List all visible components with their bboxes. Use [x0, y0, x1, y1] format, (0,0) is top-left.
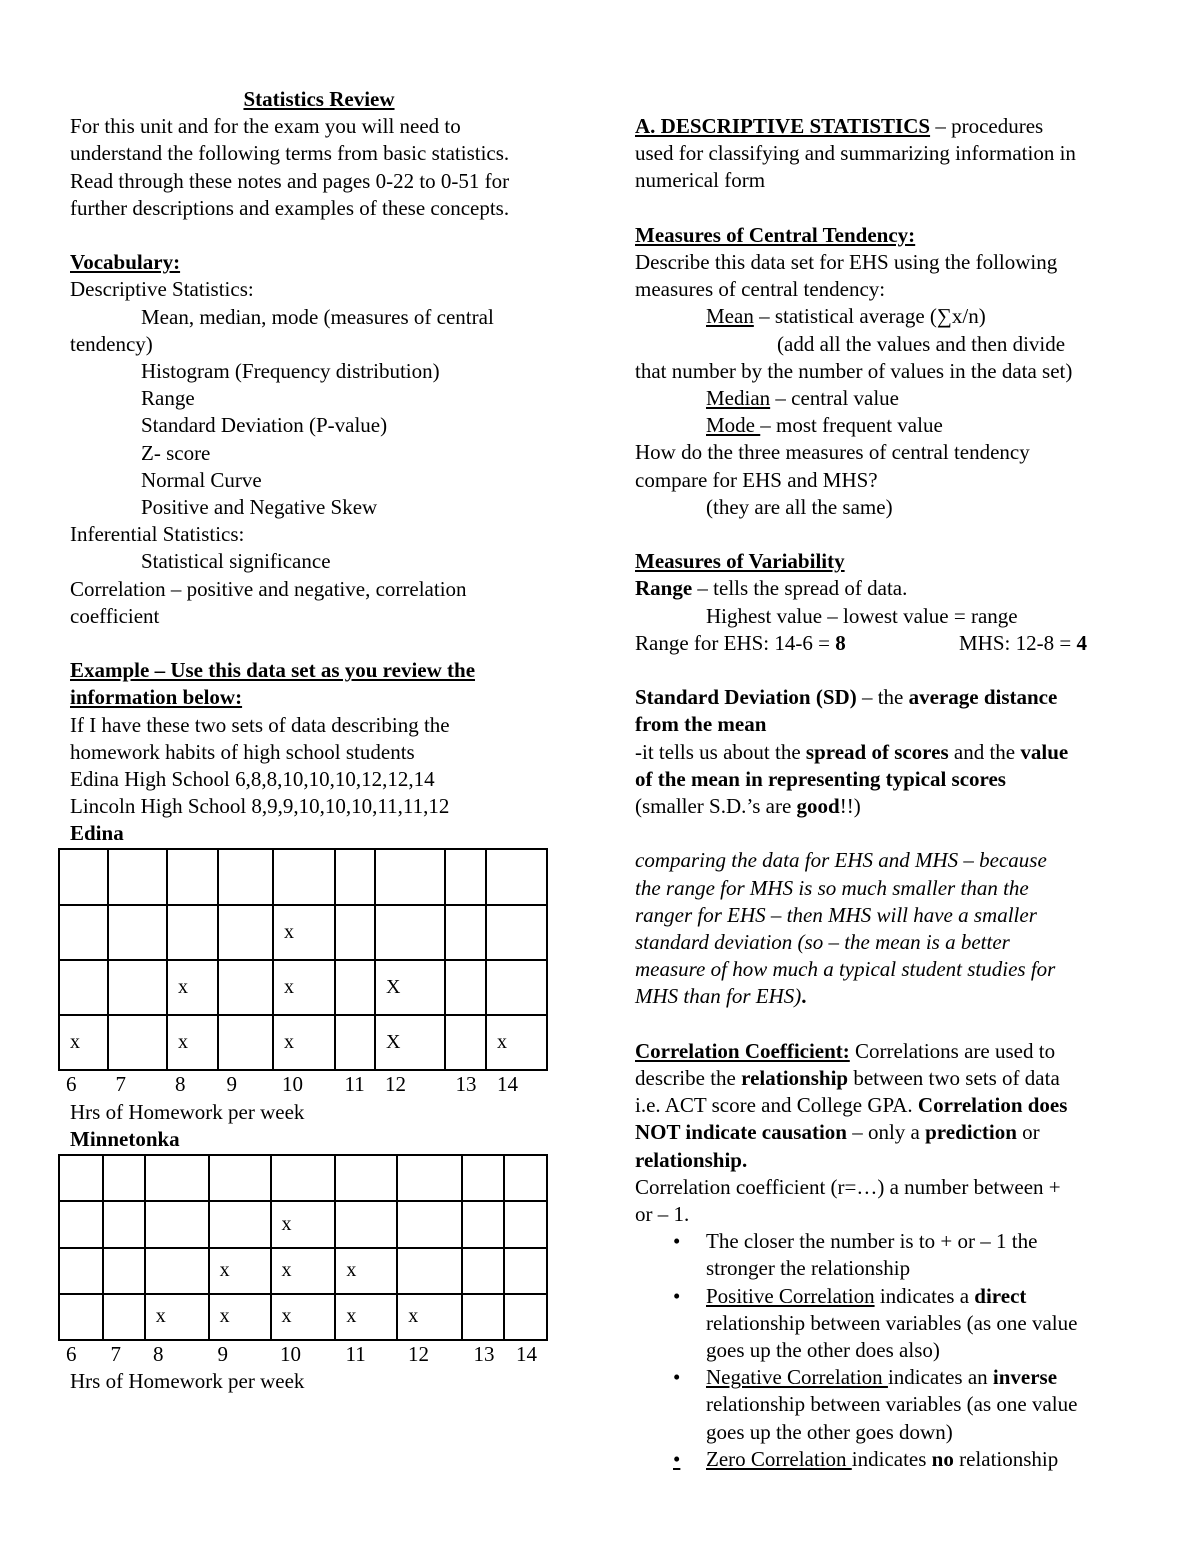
plot-cell: [375, 849, 445, 905]
plot-cell: [335, 960, 375, 1015]
plot-cell: [108, 905, 167, 960]
text-span: describe the: [635, 1066, 742, 1091]
plot-row: [59, 960, 547, 1015]
edina-axis-labels: [66, 1071, 548, 1098]
plot-cell: [397, 1201, 462, 1248]
example-line-3: Edina High School 6,8,8,10,10,10,12,12,14: [70, 767, 435, 792]
plot-cell: [273, 1015, 335, 1070]
axis-tick-label: 9: [217, 1341, 228, 1366]
mean-term: Mean: [706, 304, 754, 329]
cc-line-3: [635, 1092, 1140, 1119]
median-term: Median: [706, 386, 771, 411]
tally-mark: x: [281, 1212, 292, 1235]
plot-cell: [59, 905, 108, 960]
plot-cell: [445, 1015, 486, 1070]
text-line: [706, 1446, 1140, 1473]
text-line: that number by the number of values in the data set): [635, 358, 1073, 383]
text-line: (add all the values and then divide: [777, 331, 1066, 356]
range-term: Range: [635, 576, 693, 601]
plot-cell: [103, 1201, 145, 1248]
example-heading-1: Example – Use this data set as you review the: [70, 658, 476, 683]
text-line: relationship.: [635, 1147, 748, 1172]
axis-tick-label: 6: [66, 1072, 77, 1097]
axis-tick-label: 10: [282, 1072, 303, 1097]
vocab-heading: Vocabulary:: [70, 250, 181, 275]
negative-correlation-term: Negative Correlation: [706, 1365, 888, 1390]
minnetonka-dot-plot: [58, 1154, 548, 1341]
plot-cell: [486, 905, 547, 960]
text-line: How do the three measures of central tendency: [635, 440, 1030, 465]
axis-tick-label: 14: [497, 1072, 518, 1097]
minnetonka-label: Minnetonka: [70, 1126, 180, 1151]
plot-cell: [59, 1155, 103, 1201]
plot-cell: [145, 1294, 209, 1340]
text-line: used for classifying and summarizing information in: [635, 141, 1076, 166]
bullet-icon: •: [673, 1365, 681, 1390]
plot-cell: [108, 1015, 167, 1070]
plot-cell: [445, 960, 486, 1015]
tally-mark: x: [284, 921, 294, 944]
list-item: [635, 1446, 1140, 1473]
plot-row: [59, 849, 547, 905]
mode-term: Mode: [706, 413, 761, 438]
axis-tick-label: 13: [455, 1072, 477, 1097]
plot-cell: [486, 960, 547, 1015]
plot-cell: [462, 1294, 504, 1340]
text-span: -it tells us about the: [635, 739, 806, 764]
text-span: relationship: [953, 1446, 1059, 1471]
plot-cell: [59, 1248, 103, 1294]
axis-tick-label: 9: [226, 1072, 237, 1097]
plot-cell: [209, 1155, 271, 1201]
vocab-item: Statistical significance: [141, 549, 331, 574]
plot-cell: [273, 905, 335, 960]
plot-cell: [271, 1294, 336, 1340]
plot-cell: [375, 960, 445, 1015]
axis-tick-label: 8: [175, 1072, 186, 1097]
vocab-item-mmm-1: Mean, median, mode (measures of central: [141, 304, 494, 329]
text-line: measures of central tendency:: [635, 277, 886, 302]
text-span: inverse: [992, 1365, 1058, 1390]
edina-caption: Hrs of Homework per week: [70, 1099, 305, 1124]
plot-cell: [445, 849, 486, 905]
axis-tick-label: 14: [516, 1341, 537, 1366]
plot-cell: [397, 1155, 462, 1201]
text-line: of the mean in representing typical scores: [635, 766, 1006, 791]
plot-cell: [209, 1294, 271, 1340]
text-span: and the: [948, 739, 1021, 764]
plot-cell: [335, 1248, 397, 1294]
tally-mark: x: [284, 1031, 294, 1054]
text-span: !!): [839, 794, 861, 819]
plot-cell: [108, 960, 167, 1015]
positive-correlation-term: Positive Correlation: [706, 1283, 875, 1308]
range-values-line: [635, 630, 1140, 657]
axis-tick-label: 6: [66, 1341, 77, 1366]
mean-line: [635, 303, 1140, 330]
text-line: Describe this data set for EHS using the following: [635, 250, 1058, 274]
axis-tick-label: 11: [344, 1072, 365, 1097]
axis-tick-label: 7: [115, 1072, 126, 1097]
italic-line: measure of how much a typical student studies for: [635, 957, 1056, 982]
median-definition: – central value: [770, 386, 900, 411]
bullet-icon: •: [673, 1229, 681, 1254]
plot-cell: [271, 1248, 336, 1294]
text-line: or – 1.: [635, 1202, 690, 1227]
sd-term: Standard Deviation (SD): [635, 685, 857, 710]
tally-mark: x: [497, 1031, 507, 1054]
plot-cell: [375, 1015, 445, 1070]
text-line: goes up the other does also): [706, 1338, 940, 1363]
plot-cell: [167, 849, 218, 905]
axis-tick-label: 7: [110, 1341, 121, 1366]
text-span: spread of scores: [805, 739, 949, 764]
plot-cell: [397, 1294, 462, 1340]
page-title: Statistics Review: [243, 87, 395, 111]
text-line: relationship between variables (as one value: [706, 1392, 1078, 1417]
axis-tick-label: 8: [153, 1341, 164, 1366]
sd-line-5: [635, 793, 1140, 820]
sd-line-3: [635, 739, 1140, 766]
sd-line-1: [635, 684, 1140, 711]
text-span: prediction: [925, 1120, 1017, 1145]
intro-line-1: For this unit and for the exam you will need to: [70, 114, 461, 139]
vocab-item: Range: [141, 386, 195, 411]
intro-line-4: further descriptions and examples of these concepts.: [70, 195, 510, 220]
example-line-1: If I have these two sets of data describing the: [70, 712, 450, 737]
text-line: Highest value – lowest value = range: [706, 603, 1018, 628]
cc-line-2: [635, 1065, 1140, 1092]
text-line: [706, 1364, 1140, 1391]
descriptive-stats-line: A. DESCRIPTIVE STATISTICS – procedures: [635, 114, 1044, 138]
plot-cell: [486, 1015, 547, 1070]
tally-mark: x: [346, 1305, 357, 1328]
descriptive-label: Descriptive Statistics:: [70, 277, 254, 302]
plot-cell: [103, 1248, 145, 1294]
plot-cell: [504, 1155, 547, 1201]
text-line: compare for EHS and MHS?: [635, 467, 878, 492]
plot-row: [59, 905, 547, 960]
text-line: The closer the number is to + or – 1 the: [706, 1229, 1038, 1254]
edina-label: Edina: [70, 821, 124, 846]
range-ehs-value: 8: [835, 630, 846, 655]
text-span: (smaller S.D.’s are: [635, 794, 797, 819]
plot-cell: [218, 1015, 273, 1070]
text-span: – the: [856, 685, 909, 710]
plot-cell: [167, 905, 218, 960]
central-tendency-heading: Measures of Central Tendency:: [635, 222, 916, 247]
plot-cell: [218, 849, 273, 905]
text-span: indicates a: [874, 1283, 975, 1308]
plot-cell: [167, 1015, 218, 1070]
plot-cell: [209, 1201, 271, 1248]
text-span: Correlations are used to: [849, 1038, 1056, 1063]
text-span: no: [931, 1446, 954, 1471]
plot-cell: [59, 1201, 103, 1248]
example-line-4: Lincoln High School 8,9,9,10,10,10,11,11,12: [70, 794, 450, 819]
tally-mark: x: [281, 1259, 292, 1282]
text-span: direct: [974, 1283, 1027, 1308]
range-line: [635, 575, 1140, 602]
plot-cell: [145, 1248, 209, 1294]
plot-row: [59, 1015, 547, 1070]
plot-cell: [273, 960, 335, 1015]
mode-line: [635, 412, 1140, 439]
axis-tick-label: 12: [385, 1072, 406, 1097]
text-span: good: [796, 794, 840, 819]
vocab-item: Standard Deviation (P-value): [141, 413, 388, 438]
plot-cell: [335, 1201, 397, 1248]
plot-row: [59, 1294, 547, 1340]
vocab-item: Normal Curve: [141, 467, 262, 492]
plot-cell: [486, 849, 547, 905]
edina-dot-plot: [58, 848, 548, 1071]
italic-line-6: [635, 983, 1140, 1010]
text-line: relationship between variables (as one value: [706, 1310, 1078, 1335]
text-span: value: [1020, 739, 1069, 764]
plot-cell: [462, 1201, 504, 1248]
plot-cell: [271, 1155, 336, 1201]
text-line: numerical form: [635, 168, 766, 193]
median-line: [635, 385, 1140, 412]
plot-cell: [504, 1248, 547, 1294]
plot-row: [59, 1201, 547, 1248]
text-span: – only a: [846, 1120, 926, 1145]
tally-mark: x: [178, 976, 188, 999]
correlation-coefficient-heading: Correlation Coefficient:: [635, 1038, 850, 1063]
plot-cell: [103, 1155, 145, 1201]
intro-line-2: understand the following terms from basic statistics.: [70, 141, 510, 166]
tally-mark: x: [155, 1305, 166, 1328]
tally-mark: x: [219, 1305, 230, 1328]
text-span: indicates an: [887, 1365, 993, 1390]
variability-heading: Measures of Variability: [635, 549, 845, 574]
text-line: Correlation coefficient (r=…) a number between +: [635, 1174, 1061, 1199]
descriptive-stats-heading: A. DESCRIPTIVE STATISTICS: [635, 114, 931, 138]
tally-mark: x: [346, 1259, 357, 1282]
text-span: .: [801, 984, 807, 1009]
cc-line-1: [635, 1038, 1140, 1065]
range-ehs: Range for EHS: 14-6 =: [635, 630, 836, 655]
vocab-item: Positive and Negative Skew: [141, 495, 378, 520]
plot-cell: [462, 1155, 504, 1201]
plot-cell: [375, 905, 445, 960]
text-span: NOT indicate causation: [635, 1120, 847, 1145]
mode-definition: – most frequent value: [760, 413, 943, 438]
italic-line: standard deviation (so – the mean is a better: [635, 930, 1010, 955]
tally-mark: x: [70, 1031, 80, 1054]
list-item: [635, 1228, 1140, 1282]
cc-line-4: [635, 1119, 1140, 1146]
plot-cell: [145, 1201, 209, 1248]
plot-cell: [462, 1248, 504, 1294]
axis-tick-label: 12: [408, 1341, 429, 1366]
text-line: stronger the relationship: [706, 1256, 911, 1281]
zero-correlation-term: Zero Correlation: [706, 1446, 852, 1471]
minnetonka-caption: Hrs of Homework per week: [70, 1369, 305, 1394]
range-definition: – tells the spread of data.: [692, 576, 908, 601]
correlation-line-2: coefficient: [70, 603, 160, 628]
correlation-line-1: Correlation – positive and negative, correlation: [70, 576, 467, 601]
text-span: relationship: [741, 1066, 849, 1091]
text-span: between two sets of data: [848, 1066, 1060, 1091]
example-line-2: homework habits of high school students: [70, 739, 415, 764]
tally-mark: x: [284, 976, 294, 999]
plot-cell: [108, 849, 167, 905]
vocab-item: Histogram (Frequency distribution): [141, 359, 440, 384]
text-line: [706, 1283, 1140, 1310]
plot-cell: [335, 849, 375, 905]
italic-line: the range for MHS is so much smaller than the: [635, 875, 1029, 900]
left-column: [66, 86, 548, 1395]
list-item: [635, 1283, 1140, 1365]
text-span: or: [1016, 1120, 1040, 1145]
axis-tick-label: 11: [345, 1341, 366, 1366]
vocab-item: Z- score: [141, 440, 211, 465]
plot-cell: [271, 1201, 336, 1248]
text-span: average distance: [908, 685, 1058, 710]
plot-cell: [273, 849, 335, 905]
italic-line: ranger for EHS – then MHS will have a smaller: [635, 902, 1037, 927]
plot-cell: [504, 1294, 547, 1340]
text-line: (they are all the same): [706, 494, 893, 519]
plot-cell: [335, 905, 375, 960]
tally-mark: X: [386, 1031, 401, 1054]
plot-row: [59, 1248, 547, 1294]
text-span: indicates: [851, 1446, 932, 1471]
intro-line-3: Read through these notes and pages 0-22 to 0-51 for: [70, 168, 510, 193]
minnetonka-axis-labels: [66, 1341, 548, 1368]
bullet-icon: •: [673, 1283, 681, 1308]
plot-cell: [335, 1294, 397, 1340]
tally-mark: x: [281, 1305, 292, 1328]
tally-mark: x: [408, 1305, 419, 1328]
plot-cell: [218, 905, 273, 960]
vocab-item-mmm-2: tendency): [70, 331, 153, 356]
range-mhs-value: 4: [1076, 630, 1087, 655]
italic-line: comparing the data for EHS and MHS – because: [635, 848, 1047, 873]
inferential-label: Inferential Statistics:: [70, 522, 245, 547]
plot-cell: [209, 1248, 271, 1294]
range-mhs: MHS: 12-8 =: [959, 630, 1077, 655]
mean-definition: – statistical average (∑x/n): [753, 304, 986, 329]
text-line: goes up the other goes down): [706, 1419, 953, 1444]
tally-mark: x: [219, 1259, 230, 1282]
axis-tick-label: 13: [473, 1341, 495, 1366]
example-heading-2: information below:: [70, 685, 243, 710]
plot-cell: [59, 849, 108, 905]
axis-tick-label: 10: [280, 1341, 301, 1366]
plot-cell: [335, 1015, 375, 1070]
right-column: [635, 113, 1140, 1473]
italic-span: MHS than for EHS): [635, 984, 802, 1009]
correlation-bullet-list: [635, 1228, 1140, 1473]
text-span: i.e. ACT score and College GPA.: [635, 1093, 918, 1118]
plot-row: [59, 1155, 547, 1201]
list-item: [635, 1364, 1140, 1446]
plot-cell: [59, 1294, 103, 1340]
plot-cell: [103, 1294, 145, 1340]
plot-cell: [145, 1155, 209, 1201]
plot-cell: [445, 905, 486, 960]
tally-mark: X: [386, 976, 401, 999]
plot-cell: [504, 1201, 547, 1248]
text-line: from the mean: [635, 712, 767, 737]
plot-cell: [59, 1015, 108, 1070]
text-span: Correlation does: [917, 1093, 1068, 1118]
bullet-icon: •: [673, 1446, 681, 1471]
plot-cell: [397, 1248, 462, 1294]
tally-mark: x: [178, 1031, 188, 1054]
plot-cell: [59, 960, 108, 1015]
plot-cell: [167, 960, 218, 1015]
plot-cell: [335, 1155, 397, 1201]
plot-cell: [218, 960, 273, 1015]
